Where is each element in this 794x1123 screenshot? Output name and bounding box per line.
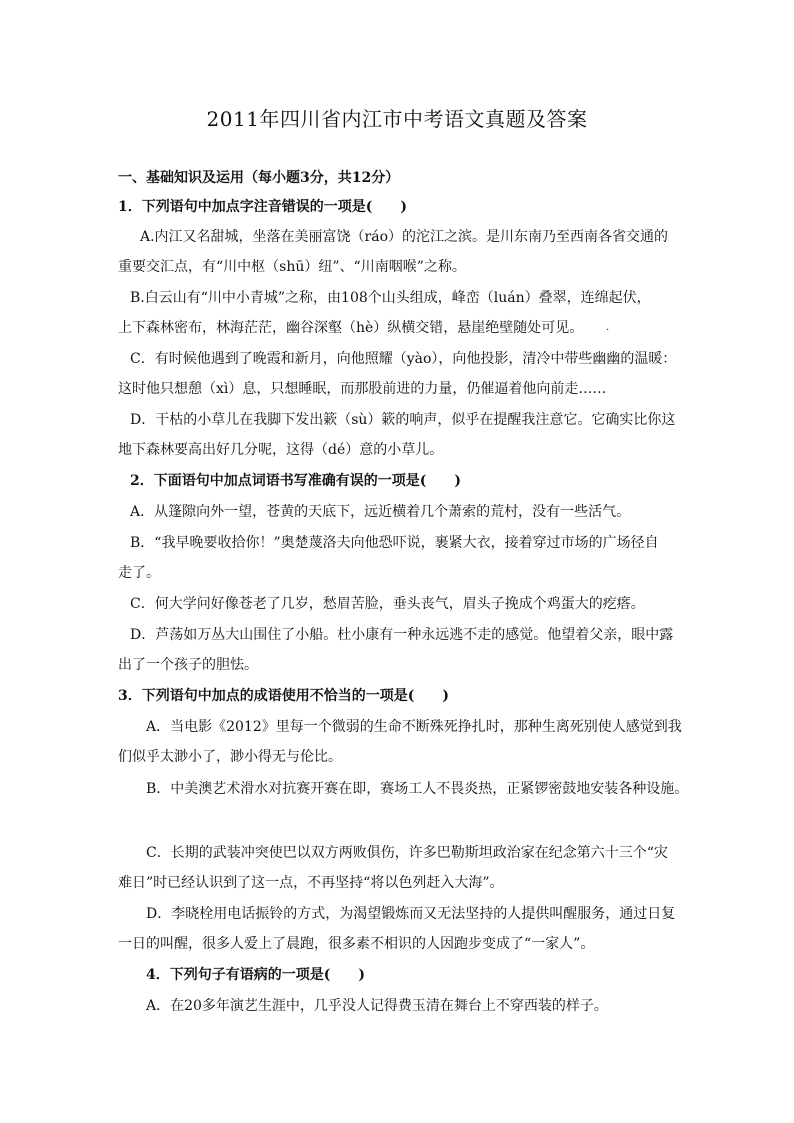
question-3-stem: 3．下列语句中加点的成语使用不恰当的一项是( ) [118, 688, 449, 704]
question-1-stem: 1．下列语句中加点字注音错误的一项是( ) [118, 199, 407, 215]
q1-option-a-line2: 重要交汇点，有“川中枢（shū）纽”、“川南咽喉”之称。 [118, 259, 466, 275]
q2-option-b-line2: 走了。 [118, 565, 160, 581]
q2-option-c-line1: C．何大学问好像苍老了几岁，愁眉苦脸，垂头丧气，眉头子挽成个鸡蛋大的疙瘩。 [130, 596, 645, 612]
q1-option-b-line1: B.白云山有“川中小青城”之称，由108个山头组成，峰峦（luán）叠翠，连绵起伏， [130, 290, 651, 306]
question-2-stem: 2．下面语句中加点词语书写准确有误的一项是( ) [130, 473, 461, 489]
q1-option-b-line2: 上下森林密布，林海茫茫，幽谷深壑（hè）纵横交错，悬崖绝壁随处可见。 [118, 320, 584, 336]
q3-option-a-line1: A．当电影《2012》里每一个微弱的生命不断殊死挣扎时，那种生离死别使人感觉到我 [146, 719, 682, 735]
q2-option-a-line1: A．从篷隙向外一望，苍黄的天底下，远近横着几个萧索的荒村，没有一些活气。 [130, 504, 631, 520]
q3-option-d-line2: 一日的叫醒，很多人爱上了晨跑，很多素不相识的人因跑步变成了“一家人”。 [118, 936, 595, 952]
q2-option-d-line2: 出了一个孩子的胆怯。 [118, 657, 258, 673]
section-heading: 一、基础知识及运用（每小题3分，共12分） [118, 170, 400, 186]
q1-option-c-line2: 这时他只想憩（xì）息，只想睡眠，而那股前进的力量，仍催逼着他向前走…… [118, 381, 607, 397]
q1-option-a-line1: A.内江又名甜城，坐落在美丽富饶（ráo）的沱江之滨。是川东南乃至西南各省交通的 [140, 229, 669, 245]
q4-option-a-line1: A．在20多年演艺生涯中，几乎没人记得费玉清在舞台上不穿西装的样子。 [146, 998, 608, 1014]
q1-option-d-line1: D．干枯的小草儿在我脚下发出簌（sù）簌的响声，似乎在提醒我注意它。它确实比你这 [130, 412, 676, 428]
q1-option-d-line2: 地下森林要高出好几分呢，这得（dé）意的小草儿。 [118, 442, 444, 458]
q3-option-d-line1: D．李晓栓用电话振铃的方式，为渴望锻炼而又无法坚持的人提供叫醒服务，通过日复 [146, 906, 676, 922]
question-4-stem: 4．下列句子有语病的一项是( ) [146, 967, 365, 983]
page-title: 2011年四川省内江市中考语文真题及答案 [206, 107, 588, 131]
q1-option-c-line1: C．有时候他遇到了晚霞和新月，向他照耀（yào），向他投影，清冷中带些幽幽的温暖： [130, 351, 677, 367]
q3-option-c-line2: 难日”时已经认识到了这一点，不再坚持“将以色列赶入大海”。 [118, 875, 504, 891]
q3-option-b-line1: B．中美澳艺术滑水对抗赛开赛在即，赛场工人不畏炎热，正紧锣密鼓地安装各种设施。 [146, 781, 689, 797]
q3-option-c-line1: C．长期的武装冲突使巴以双方两败俱伤，许多巴勒斯坦政治家在纪念第六十三个“灾 [146, 845, 668, 861]
q2-option-b-line1: B．“我早晚要收拾你！”奥楚蔑洛夫向他恐吓说，裹紧大衣，接着穿过市场的广场径自 [130, 535, 659, 551]
stray-mark: . [606, 322, 610, 333]
q3-option-a-line2: 们似乎太渺小了，渺小得无与伦比。 [118, 749, 342, 765]
q2-option-d-line1: D．芦荡如万丛大山围住了小船。杜小康有一种永远逃不走的感觉。他望着父亲，眼中露 [130, 627, 674, 643]
